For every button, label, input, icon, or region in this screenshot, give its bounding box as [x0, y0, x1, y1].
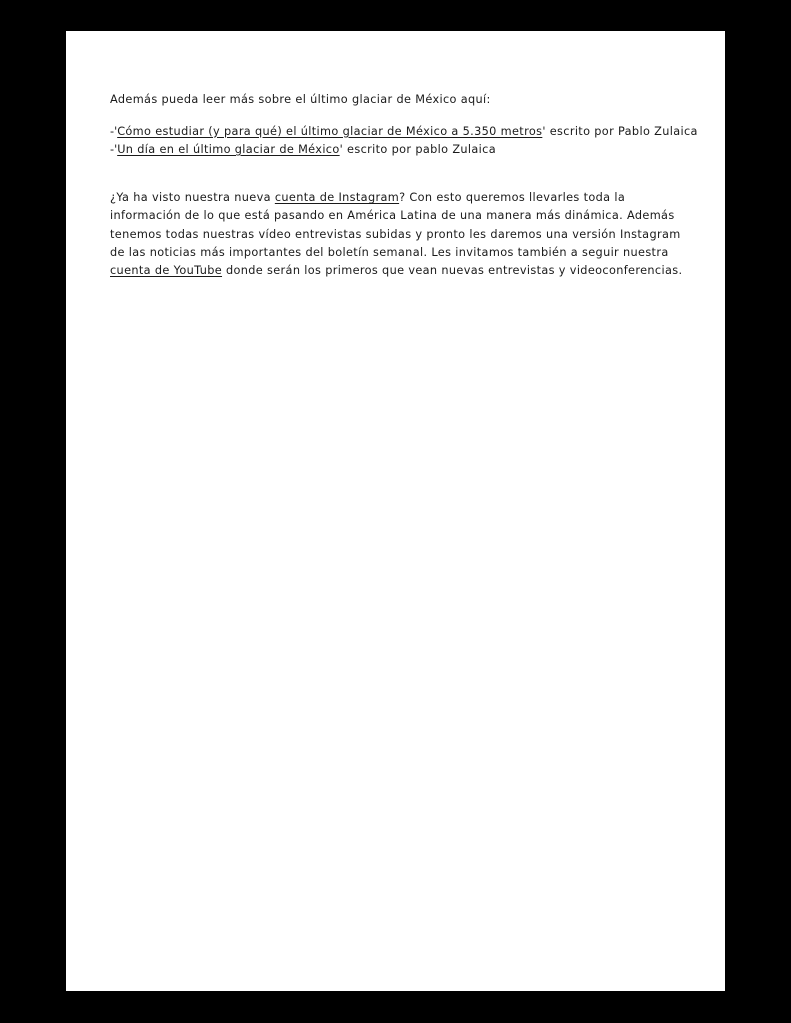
- list-item-credit: ' escrito por Pablo Zulaica: [542, 124, 698, 138]
- youtube-account-link[interactable]: cuenta de YouTube: [110, 264, 223, 278]
- list-item-credit: ' escrito por pablo Zulaica: [339, 142, 497, 156]
- closing-text-part1: ¿Ya ha visto nuestra nueva: [110, 191, 275, 205]
- paragraph-spacer: [110, 167, 690, 189]
- closing-text-part3: donde serán los primeros que vean nuevas entrevistas y videoconferencias.: [222, 264, 683, 278]
- instagram-account-link[interactable]: cuenta de Instagram: [274, 191, 400, 205]
- article-link-glaciar-5350[interactable]: Cómo estudiar (y para qué) el último glaciar de México a 5.350 metros: [117, 124, 543, 138]
- document-content: [110, 91, 698, 281]
- closing-text-part2: ? Con esto queremos llevarles toda la información de lo que está pasando en América Latina de una manera más dinámica. Además tenemos todas nuestras vídeo entrevistas subidas y pronto les daremos una versión Instagram de las noticias más importantes del boletín semanal. Les invitamos también a seguir nuestra: [110, 191, 681, 259]
- article-link-list: [110, 123, 698, 160]
- list-bullet: -': [110, 124, 118, 138]
- document-page: [66, 31, 725, 991]
- list-item: [110, 141, 690, 159]
- list-bullet: -': [110, 142, 118, 156]
- list-item: [110, 123, 698, 141]
- intro-paragraph: Además pueda leer más sobre el último glaciar de México aquí:: [110, 93, 491, 106]
- closing-paragraph: [110, 189, 690, 280]
- article-link-un-dia[interactable]: Un día en el último glaciar de México: [117, 142, 340, 156]
